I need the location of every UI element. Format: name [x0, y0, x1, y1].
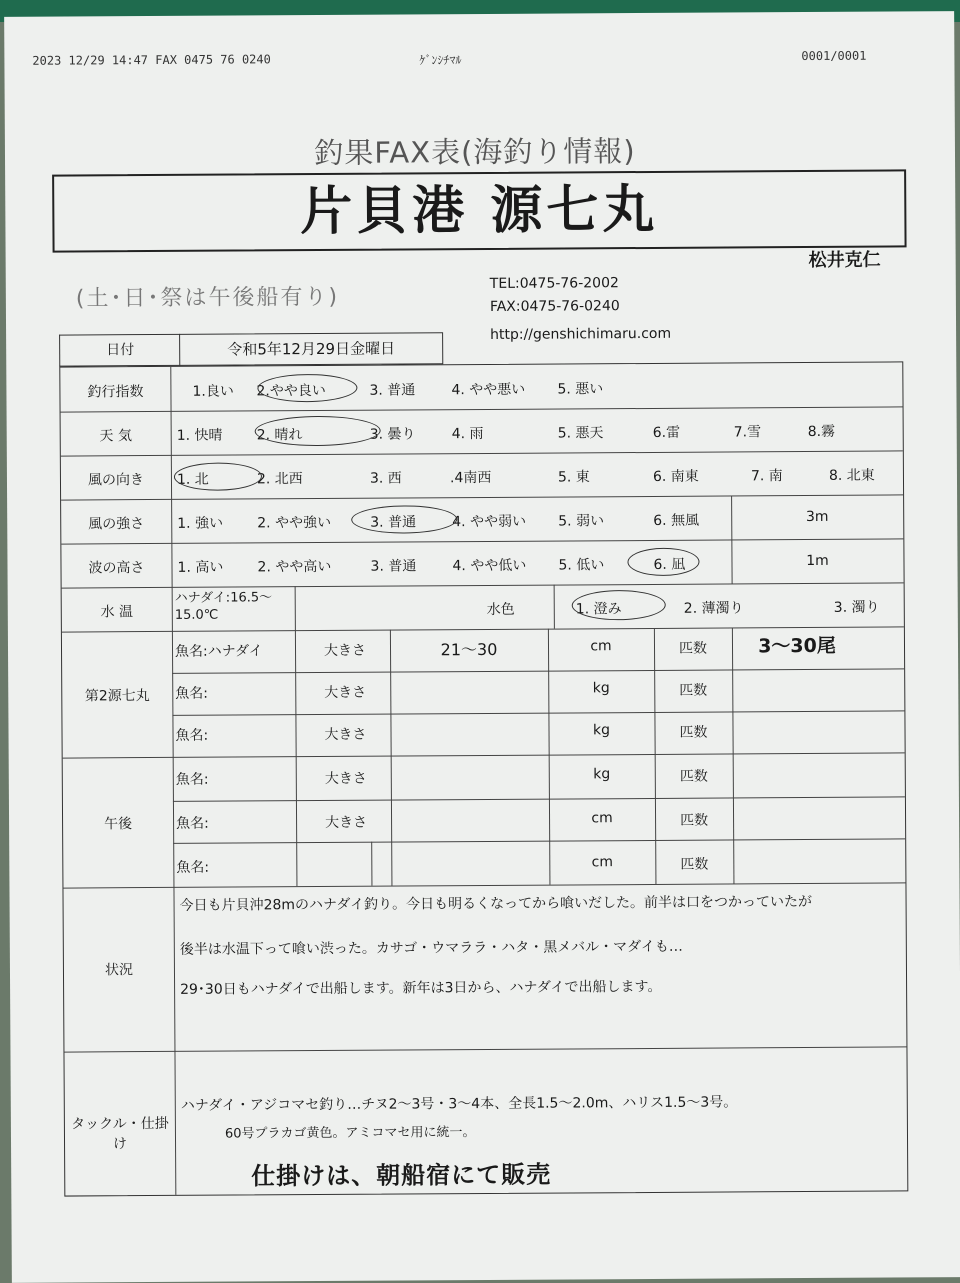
size-label: 大きさ: [324, 684, 367, 701]
wind-direction-option: 1. 北: [176, 471, 209, 488]
wave-height-option: 2. やや高い: [257, 558, 332, 576]
weather-option: 3. 曇り: [369, 426, 416, 443]
page-title: 片貝港 源七丸: [300, 178, 659, 243]
wind-strength-option: 2. やや強い: [257, 514, 332, 532]
size-unit: kg: [592, 722, 611, 739]
label-wind-strength: 風の強さ: [88, 516, 145, 533]
fish-name: 魚名:: [175, 685, 209, 702]
water-color-option: 1. 澄み: [575, 601, 622, 618]
wind-strength-option: 4. やや弱い: [452, 513, 527, 531]
contact-tel: TEL:0475-76-2002: [489, 275, 619, 292]
weather-option: 8.霧: [807, 423, 836, 441]
fish-name: 魚名:ハナダイ: [174, 643, 263, 660]
size-unit: cm: [591, 810, 613, 827]
count-label: 匹数: [679, 724, 708, 741]
label-situation: 状況: [104, 962, 134, 979]
selected-circle: [351, 505, 457, 534]
wave-height-option: 4. やや低い: [452, 557, 527, 575]
tackle-line: ハナダイ・アジコマセ釣り…チヌ2～3号・3～4本、全長1.5～2.0m、ハリス1.5～3号。: [180, 1094, 738, 1114]
count-value: 3～30尾: [758, 634, 836, 658]
size-unit: cm: [590, 638, 612, 655]
fish-name: 魚名:: [176, 815, 209, 832]
selected-circle: [257, 374, 357, 403]
wind-strength-option: 1. 強い: [177, 515, 224, 532]
label-afternoon: 午後: [104, 816, 133, 833]
fax-header-sender: ｹﾞﾝｼﾁﾏﾙ: [419, 53, 462, 68]
wind-direction-option: 7. 南: [750, 468, 783, 485]
fax-sheet: [4, 11, 960, 1283]
label-tackle: タックル・仕掛け: [71, 1115, 169, 1153]
date-value: 令和5年12月29日金曜日: [179, 332, 443, 366]
weather-option: 6.雷: [652, 424, 681, 441]
form-subtitle: 釣果FAX表(海釣り情報): [314, 134, 636, 171]
fish-name: 魚名:: [176, 859, 210, 876]
size-unit: cm: [591, 854, 614, 871]
wind-direction-option: 2. 北西: [256, 471, 303, 488]
fish-name: 魚名:: [175, 727, 209, 744]
tackle-line: 60号プラカゴ黄色。アミコマセ用に統一。: [224, 1125, 476, 1142]
title-box: [52, 169, 906, 252]
size-label: 大きさ: [324, 726, 367, 743]
size-value: 21～30: [440, 639, 498, 660]
water-color-option: 3. 濁り: [833, 599, 880, 616]
wave-height-value: 1m: [806, 552, 829, 570]
selected-circle: [572, 590, 666, 621]
count-label: 匹数: [679, 682, 708, 699]
label-boat-2: 第2源七丸: [84, 688, 150, 705]
weather-option: 4. 雨: [451, 425, 484, 443]
fax-header-page: 0001/0001: [801, 48, 867, 64]
label-water-color: 水色: [486, 601, 515, 618]
sales-note: 仕掛けは、朝船宿にて販売: [251, 1160, 552, 1191]
wind-direction-option: 3. 西: [369, 470, 402, 487]
fishing-index-option: 5. 悪い: [557, 381, 604, 398]
wind-speed-value: 3m: [805, 508, 829, 526]
label-water-temp: 水 温: [100, 604, 134, 621]
fax-header-left: 2023 12/29 14:47 FAX 0475 76 0240: [32, 52, 271, 68]
wave-height-option: 5. 低い: [558, 557, 605, 574]
wind-direction-option: 8. 北東: [828, 467, 875, 484]
fishing-index-option: 3. 普通: [369, 382, 416, 399]
situation-line: 後半は水温下って喰い渋った。カサゴ・ウマララ・ハタ・黒メバル・マダイも…: [179, 938, 683, 958]
label-wind-direction: 風の向き: [87, 472, 145, 489]
wind-strength-option: 6. 無風: [653, 512, 700, 529]
date-label: 日付: [59, 334, 180, 367]
water-temp-value-1: ハナダイ:16.5～: [174, 590, 273, 606]
water-temp-value-2: 15.0℃: [174, 607, 219, 623]
label-fishing-index: 釣行指数: [87, 384, 144, 401]
wave-height-option: 1. 高い: [177, 559, 224, 576]
author-name: 松井克仁: [808, 249, 881, 272]
contact-fax: FAX:0475-76-0240: [489, 298, 620, 315]
count-label: 匹数: [680, 856, 709, 873]
fishing-index-option: 4. やや悪い: [451, 381, 526, 399]
label-weather: 天 気: [99, 428, 132, 445]
wave-height-option: 6. 凪: [653, 556, 686, 573]
count-label: 匹数: [679, 768, 708, 785]
wind-direction-option: 5. 東: [557, 469, 590, 486]
wind-strength-option: 3. 普通: [370, 514, 417, 531]
selected-circle: [255, 416, 381, 447]
count-label: 匹数: [680, 812, 709, 829]
size-label: 大きさ: [323, 642, 367, 659]
size-label: 大きさ: [325, 814, 368, 831]
selected-circle: [627, 548, 699, 576]
wind-strength-option: 5. 弱い: [558, 513, 605, 530]
size-unit: kg: [592, 680, 610, 697]
wind-direction-option: 6. 南東: [652, 468, 699, 485]
selected-circle: [174, 462, 262, 491]
size-unit: kg: [593, 766, 611, 783]
weather-option: 1. 快晴: [176, 427, 223, 444]
report-grid: [59, 361, 908, 1196]
afternoon-note: (土･日･祭は午後船有り): [75, 284, 340, 312]
weather-option: 7.雪: [733, 424, 762, 441]
situation-line: 今日も片貝沖28mのハナダイ釣り。今日も明るくなってから喰いだした。前半は口をつかっていたが: [179, 893, 813, 914]
fish-name: 魚名:: [175, 771, 209, 788]
count-label: 匹数: [678, 640, 708, 657]
fishing-index-option: 1.良い: [192, 383, 234, 400]
fishing-index-option: 2.やや良い: [256, 382, 326, 400]
weather-option: 2. 晴れ: [256, 427, 303, 444]
size-label: 大きさ: [324, 770, 367, 787]
weather-option: 5. 悪天: [557, 425, 604, 442]
label-wave-height: 波の高さ: [88, 560, 145, 577]
wave-height-option: 3. 普通: [370, 558, 417, 575]
situation-line: 29･30日もハナダイで出船します。新年は3日から、ハナダイで出船します。: [180, 978, 662, 998]
water-color-option: 2. 薄濁り: [683, 600, 744, 617]
wind-direction-option: .4南西: [449, 469, 492, 487]
contact-url: http://genshichimaru.com: [490, 325, 672, 343]
